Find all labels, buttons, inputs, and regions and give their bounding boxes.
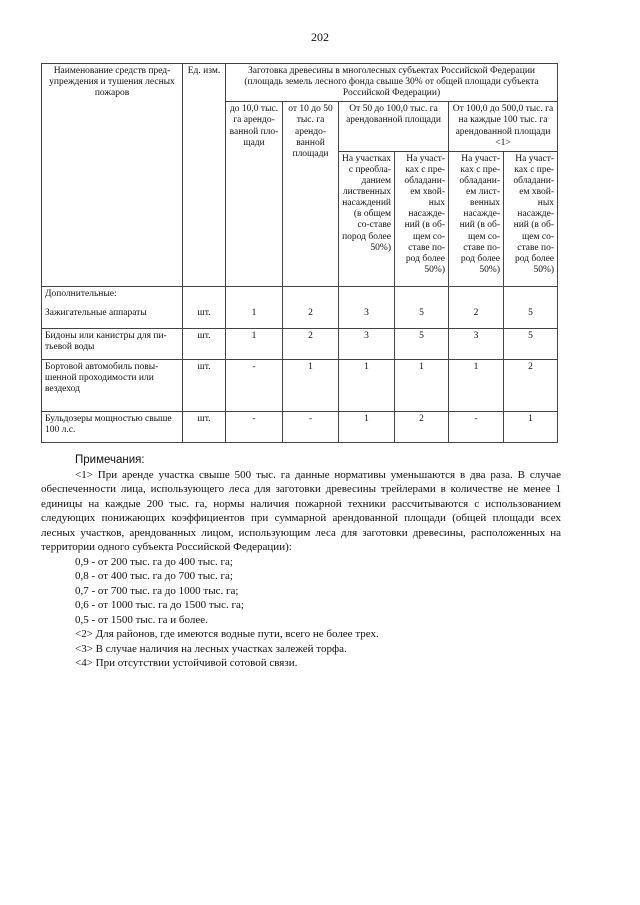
norms-table [41,63,558,443]
header-sub4b: На участ-ках с пре-обладани-ем хвой-ных насажде-ний (в об-щем со-ставе по-род более 50%) [504,151,558,286]
row-value: - [226,411,283,442]
note-4: <4> При отсутствии устойчивой сотовой связи. [75,657,298,669]
row-value: 5 [395,328,449,359]
header-group-title: Заготовка древесины в многолесных субъектах Российской Федерации (площадь земель лесного фонда свыше 30% от общей площади субъекта Российской Федерации) [226,64,558,102]
row-value: 1 [283,359,339,411]
table-row [42,328,558,359]
row-value: 2 [504,359,558,411]
row-value: 2 [449,306,504,328]
notes-block [41,453,561,671]
row-value: 3 [339,328,395,359]
row-name: Бортовой автомобиль повы-шенной проходимости или вездеход [42,359,183,411]
row-value: - [283,411,339,442]
coefficient-item: 0,8 - от 400 тыс. га до 700 тыс. га; [75,570,233,582]
coefficient-item: 0,5 - от 1500 тыс. га и более. [75,613,208,626]
row-value: 1 [226,328,283,359]
note-1: <1> При аренде участка свыше 500 тыс. га данные нормативы уменьшаются в два раза. В случае обеспеченности лица, использующего леса для заготовки древесины трейлерами в количестве не менее 1 единицы на каждые 200 тыс. га, нормы наличия пожарной техники рассчитываются с использованием следующих понижающих коэффициентов при суммарной арендованной площади (общей площади всех лесных участков, арендованных лицом, использующим леса для заготовки древесины, расположенных на территории одного субъекта Российской Федерации): [41,468,561,553]
table-row [42,411,558,442]
note-3: <3> В случае наличия на лесных участках залежей торфа. [75,642,347,655]
row-value: - [449,411,504,442]
coefficient-item: 0,9 - от 200 тыс. га до 400 тыс. га; [75,555,233,568]
row-value: 1 [226,306,283,328]
row-value: 5 [395,306,449,328]
header-sub1: до 10,0 тыс. га арендо-ванной пло-щади [226,102,283,286]
row-unit: шт. [183,328,226,359]
row-value: 3 [449,328,504,359]
row-value: 1 [339,359,395,411]
section-label: Дополнительные: [42,286,183,306]
header-sub2: от 10 до 50 тыс. га арендо-ванной площади [283,102,339,286]
row-unit: шт. [183,411,226,442]
coefficient-item: 0,7 - от 700 тыс. га до 1000 тыс. га; [75,584,239,597]
header-name-column: Наименование средств пред-упреждения и тушения лесных пожаров [42,64,183,287]
row-value: 5 [504,306,558,328]
table-row [42,306,558,328]
row-value: 2 [283,328,339,359]
row-name: Бидоны или канистры для пи-тьевой воды [42,328,183,359]
page-number: 202 [311,30,329,44]
row-name: Зажигательные аппараты [42,306,183,328]
header-sub4a: На участ-ках с пре-обладани-ем лист-венных насажде-ний (в об-щем со-ставе по-род более 50%) [449,151,504,286]
row-value: 1 [339,411,395,442]
row-value: 1 [449,359,504,411]
row-value: 2 [395,411,449,442]
header-sub3: От 50 до 100,0 тыс. га арендованной площади [339,102,449,151]
row-name: Бульдозеры мощностью свыше 100 л.с. [42,411,183,442]
header-sub3a: На участках с преобла-данием лиственных насаждений (в общем со-ставе пород более 50%) [339,151,395,286]
table-row [42,359,558,411]
row-value: - [226,359,283,411]
row-value: 2 [283,306,339,328]
row-value: 1 [395,359,449,411]
row-value: 3 [339,306,395,328]
header-sub3b: На участ-ках с пре-обладани-ем хвой-ных насажде-ний (в об-щем со-ставе по-род более 50%) [395,151,449,286]
note-2: <2> Для районов, где имеются водные пути, всего не более трех. [75,628,379,640]
row-unit: шт. [183,306,226,328]
row-value: 5 [504,328,558,359]
row-unit: шт. [183,359,226,411]
notes-title: Примечания: [75,454,145,466]
row-value: 1 [504,411,558,442]
coefficient-item: 0,6 - от 1000 тыс. га до 1500 тыс. га; [75,599,244,611]
header-sub4: От 100,0 до 500,0 тыс. га на каждые 100 тыс. га арендованной площади <1> [449,102,558,151]
header-unit-column: Ед. изм. [183,64,226,287]
